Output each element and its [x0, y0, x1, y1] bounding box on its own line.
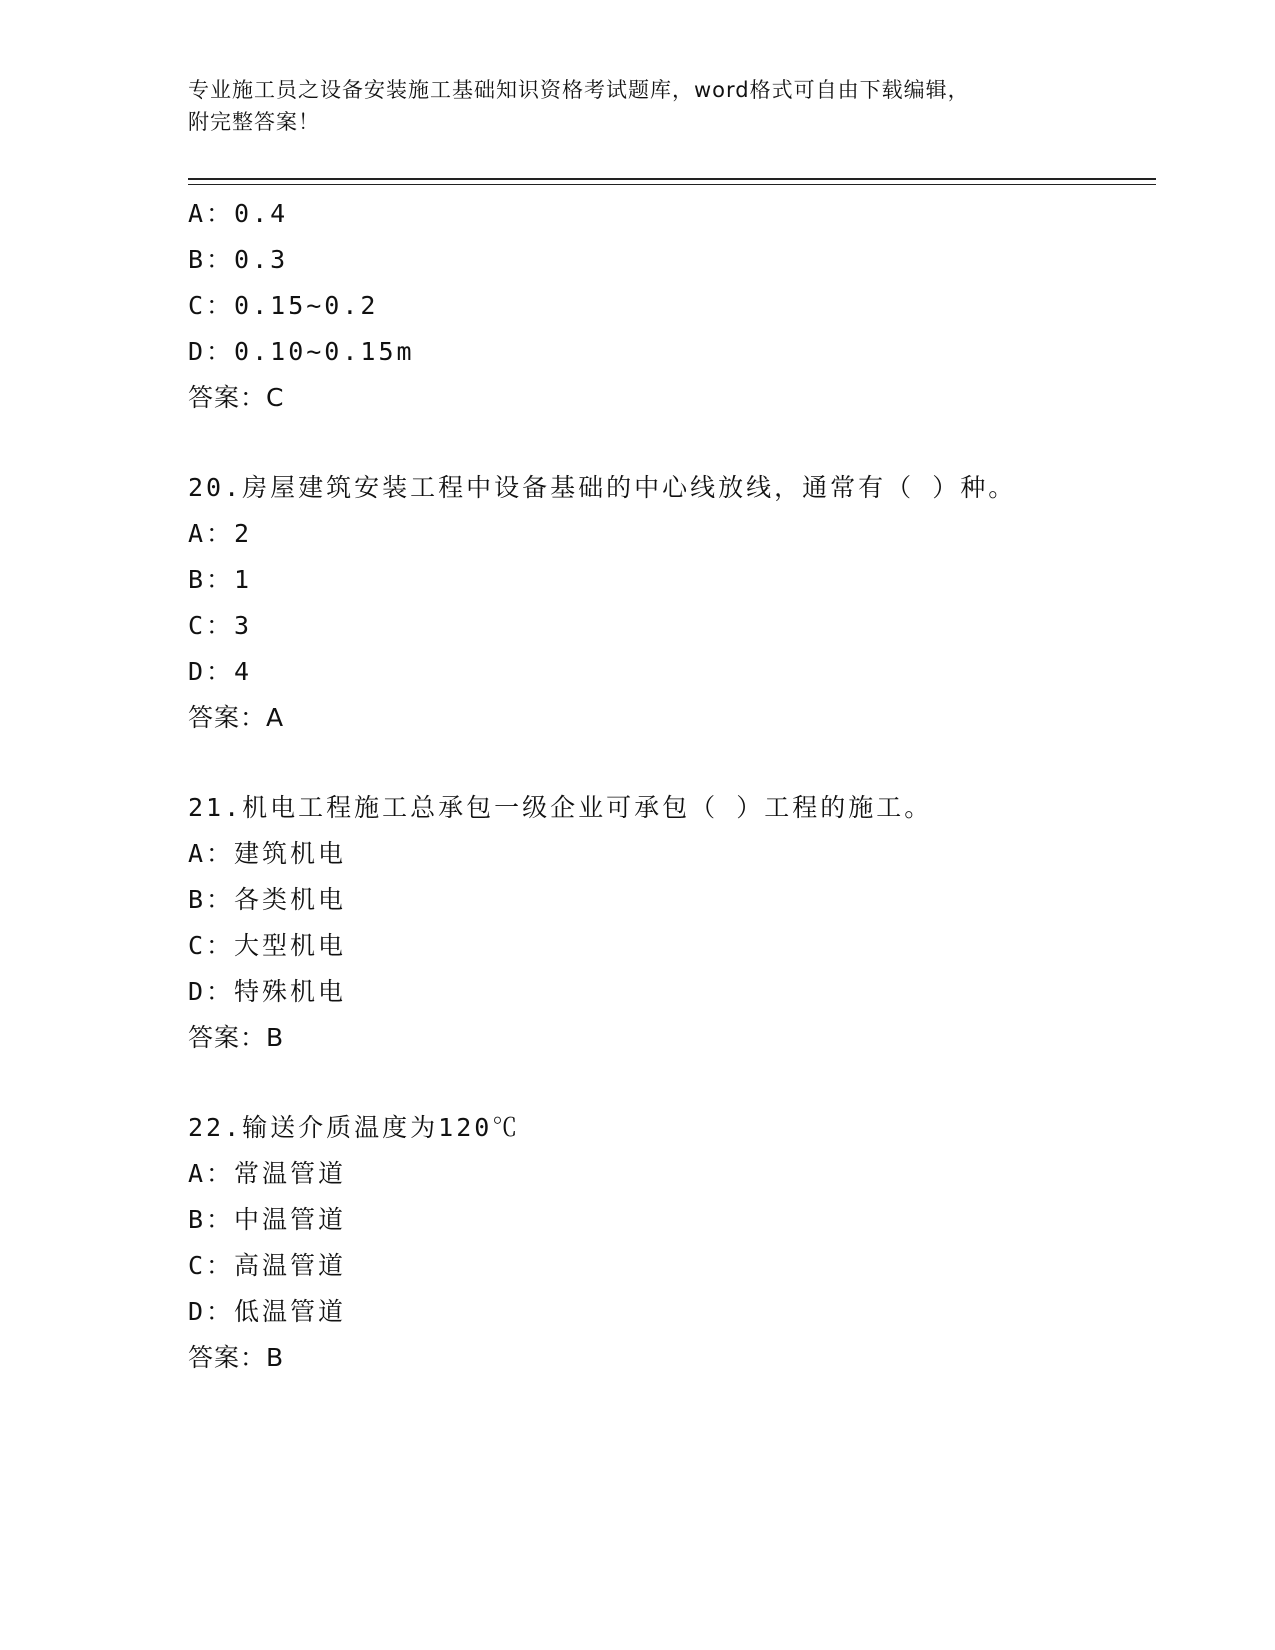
option-a: A：建筑机电 [188, 839, 347, 868]
header-line-1: 专业施工员之设备安装施工基础知识资格考试题库，word格式可自由下载编辑， [188, 78, 970, 102]
option-b: B：1 [188, 565, 253, 594]
question-block-partial [188, 191, 1156, 421]
option-a: A：常温管道 [188, 1159, 347, 1188]
answer-line: 答案：B [188, 1343, 285, 1372]
answer-line: 答案：B [188, 1023, 285, 1052]
option-b: B：0.3 [188, 245, 289, 274]
question-gap [188, 421, 1156, 465]
option-c: C：3 [188, 611, 253, 640]
question-stem: 22.输送介质温度为120℃ [188, 1113, 521, 1142]
question-block-22 [188, 1105, 1156, 1381]
question-gap [188, 741, 1156, 785]
header-divider-thin [188, 184, 1156, 185]
option-a: A：0.4 [188, 199, 289, 228]
option-d: D：0.10~0.15m [188, 337, 415, 366]
option-b: B：各类机电 [188, 885, 347, 914]
document-header [188, 74, 1108, 138]
option-b: B：中温管道 [188, 1205, 347, 1234]
question-list [188, 191, 1156, 1381]
answer-line: 答案：A [188, 703, 285, 732]
question-block-20 [188, 465, 1156, 741]
question-block-21 [188, 785, 1156, 1061]
option-c: C：0.15~0.2 [188, 291, 379, 320]
answer-line: 答案：C [188, 383, 285, 412]
option-d: D：4 [188, 657, 253, 686]
option-a: A：2 [188, 519, 253, 548]
option-d: D：低温管道 [188, 1297, 347, 1326]
header-divider-thick [188, 178, 1156, 180]
option-c: C：高温管道 [188, 1251, 347, 1280]
header-line-2: 附完整答案！ [188, 110, 320, 134]
question-gap [188, 1061, 1156, 1105]
question-stem: 21.机电工程施工总承包一级企业可承包（ ）工程的施工。 [188, 793, 933, 822]
question-stem: 20.房屋建筑安装工程中设备基础的中心线放线，通常有（ ）种。 [188, 473, 1017, 502]
option-d: D：特殊机电 [188, 977, 347, 1006]
option-c: C：大型机电 [188, 931, 347, 960]
